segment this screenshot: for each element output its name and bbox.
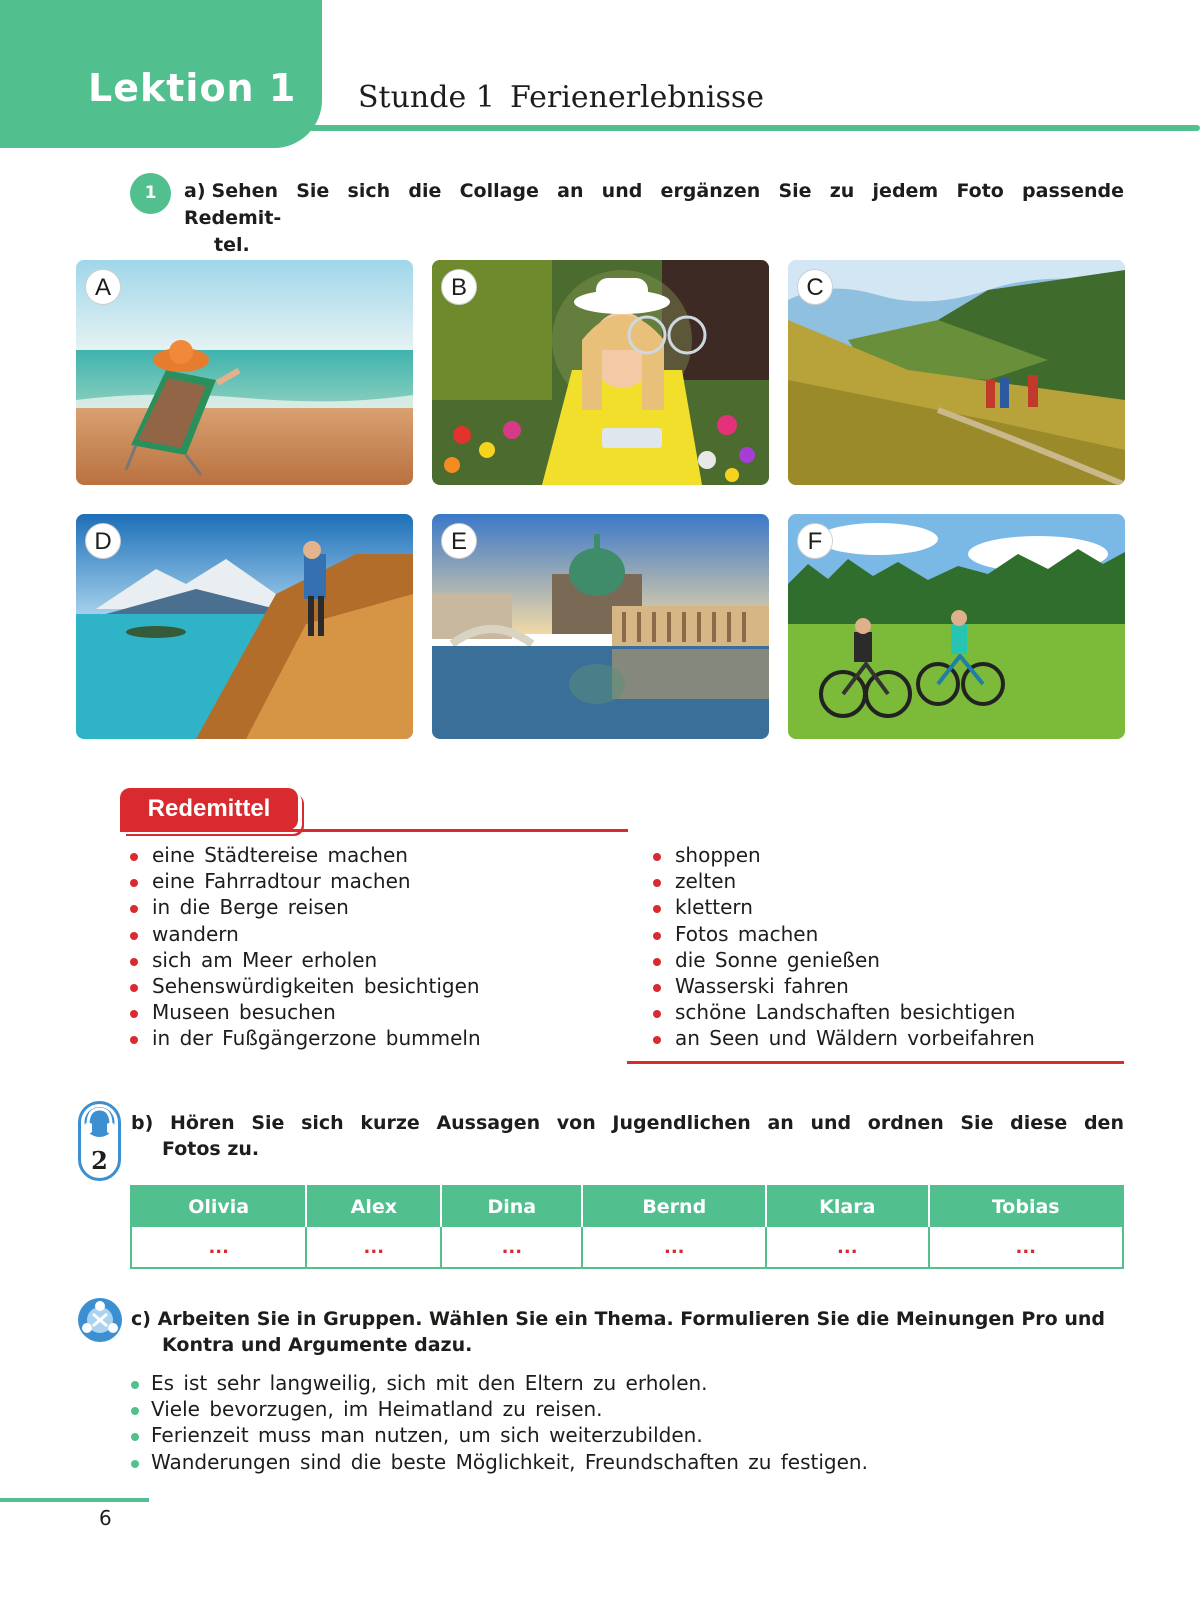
topic-text: Viele bevorzugen, im Heimatland zu reisen. bbox=[151, 1397, 603, 1422]
cyclists-on-meadow-icon bbox=[788, 514, 1125, 739]
bullet bbox=[131, 1433, 139, 1441]
phrase-text: die Sonne genießen bbox=[675, 947, 880, 972]
redemittel-list-right bbox=[653, 842, 1035, 1052]
list-item bbox=[130, 868, 481, 894]
phrase-text: sich am Meer erholen bbox=[152, 947, 378, 972]
phrase-text: an Seen und Wäldern vorbeifahren bbox=[675, 1026, 1035, 1051]
redemittel-divider-bottom bbox=[627, 1061, 1124, 1064]
task-a-text-line1: Sehen Sie sich die Collage an und ergänzen Sie zu jedem Foto passende Redemit- bbox=[184, 180, 1124, 229]
photo-c-letter: C bbox=[797, 269, 833, 305]
phrase-text: in der Fußgängerzone bummeln bbox=[152, 1026, 481, 1051]
page-number: 6 bbox=[99, 1506, 112, 1530]
list-item bbox=[131, 1396, 868, 1422]
bullet bbox=[653, 958, 661, 966]
list-item bbox=[131, 1449, 868, 1475]
photo-f bbox=[788, 514, 1125, 739]
redemittel-label: Redemittel bbox=[147, 795, 271, 822]
word: von bbox=[556, 1112, 596, 1134]
bullet bbox=[653, 932, 661, 940]
bullet bbox=[131, 1407, 139, 1415]
photo-a bbox=[76, 260, 413, 485]
phrase-text: Museen besuchen bbox=[152, 1000, 336, 1025]
column-header: Alex bbox=[306, 1186, 441, 1227]
word: ordnen bbox=[867, 1112, 944, 1134]
stunde-label: Stunde 1 bbox=[358, 80, 495, 115]
bullet bbox=[130, 879, 138, 887]
topic-text: Wanderungen sind die beste Möglichkeit, Freundschaften zu festigen. bbox=[151, 1449, 868, 1474]
task-b-label: b) bbox=[131, 1112, 154, 1134]
bullet bbox=[130, 932, 138, 940]
redemittel-list-left bbox=[130, 842, 481, 1052]
phrase-text: Sehenswürdigkeiten besichtigen bbox=[152, 974, 480, 999]
task-a-label: a) bbox=[184, 180, 206, 202]
list-item bbox=[130, 1025, 481, 1051]
task-a-text-line2: tel. bbox=[214, 234, 250, 256]
column-header: Dina bbox=[441, 1186, 582, 1227]
phrase-text: Fotos machen bbox=[675, 921, 819, 946]
redemittel-header bbox=[120, 788, 298, 830]
answer-cell[interactable]: ... bbox=[1015, 1236, 1036, 1258]
names-table bbox=[130, 1185, 1124, 1269]
topic-text: Ferienzeit muss man nutzen, um sich weiterzubilden. bbox=[151, 1423, 703, 1448]
header-divider bbox=[300, 125, 1200, 131]
word: Sie bbox=[251, 1112, 285, 1134]
word: an bbox=[767, 1112, 794, 1134]
bullet bbox=[653, 1036, 661, 1044]
list-item bbox=[130, 921, 481, 947]
list-item bbox=[653, 921, 1035, 947]
list-item bbox=[130, 973, 481, 999]
phrase-text: eine Städtereise machen bbox=[152, 843, 408, 867]
bullet bbox=[130, 853, 138, 861]
photo-e bbox=[432, 514, 769, 739]
lesson-title: Lektion 1 bbox=[88, 66, 297, 110]
task-c-line2: Kontra und Argumente dazu. bbox=[162, 1334, 473, 1356]
column-header: Tobias bbox=[929, 1186, 1124, 1227]
phrase-text: shoppen bbox=[675, 843, 761, 867]
topic-text: Es ist sehr langweilig, sich mit den Eltern zu erholen. bbox=[151, 1371, 708, 1395]
headphones-icon[interactable] bbox=[78, 1101, 121, 1181]
bullet bbox=[653, 984, 661, 992]
list-item bbox=[653, 868, 1035, 894]
list-item bbox=[130, 894, 481, 920]
list-item bbox=[653, 947, 1035, 973]
city-cathedral-river-icon bbox=[432, 514, 769, 739]
task-c-instruction bbox=[131, 1306, 1124, 1358]
table-header-row bbox=[131, 1186, 1123, 1227]
photo-a-letter: A bbox=[85, 269, 121, 305]
answer-cell[interactable]: ... bbox=[441, 1227, 582, 1268]
word: Sie bbox=[960, 1112, 994, 1134]
photo-c bbox=[788, 260, 1125, 485]
word: Hören bbox=[169, 1112, 235, 1134]
bullet bbox=[131, 1381, 139, 1389]
table-row bbox=[131, 1227, 1123, 1268]
woman-hiking-by-lake-icon bbox=[76, 514, 413, 739]
word: den bbox=[1083, 1112, 1124, 1134]
task-b-line2: Fotos zu. bbox=[162, 1138, 260, 1160]
photo-b bbox=[432, 260, 769, 485]
audio-track-number: 2 bbox=[91, 1146, 108, 1175]
answer-cell[interactable]: ... bbox=[306, 1227, 441, 1268]
bullet bbox=[130, 984, 138, 992]
word: Jugendlichen bbox=[612, 1112, 751, 1134]
bullet bbox=[653, 905, 661, 913]
phrase-text: Wasserski fahren bbox=[675, 974, 849, 999]
bullet bbox=[130, 1036, 138, 1044]
photo-d-letter: D bbox=[85, 523, 121, 559]
bullet bbox=[131, 1460, 139, 1468]
discussion-topics-list bbox=[131, 1370, 868, 1475]
task-b-line1 bbox=[131, 1110, 1124, 1136]
hikers-in-mountains-icon bbox=[788, 260, 1125, 485]
list-item bbox=[653, 973, 1035, 999]
photo-d bbox=[76, 514, 413, 739]
phrase-text: zelten bbox=[675, 869, 737, 894]
list-item bbox=[653, 842, 1035, 868]
column-header: Bernd bbox=[582, 1186, 766, 1227]
column-header: Olivia bbox=[131, 1186, 306, 1227]
answer-cell[interactable]: ... bbox=[131, 1227, 306, 1268]
phrase-text: eine Fahrradtour machen bbox=[152, 869, 411, 894]
word: diese bbox=[1010, 1112, 1068, 1134]
word: Aussagen bbox=[436, 1112, 541, 1134]
footer-divider bbox=[0, 1498, 149, 1502]
bullet bbox=[653, 879, 661, 887]
beach-chair-icon bbox=[76, 260, 413, 485]
task-b-instruction bbox=[131, 1110, 1124, 1162]
list-item bbox=[131, 1422, 868, 1448]
list-item bbox=[130, 947, 481, 973]
phrase-text: schöne Landschaften besichtigen bbox=[675, 1000, 1016, 1025]
task-a-instruction bbox=[184, 178, 1124, 259]
phrase-text: wandern bbox=[152, 921, 239, 946]
task-c-line1: Arbeiten Sie in Gruppen. Wählen Sie ein Thema. Formulieren Sie die Meinungen Pro und bbox=[157, 1308, 1105, 1330]
girl-in-flower-garden-icon bbox=[432, 260, 769, 485]
list-item bbox=[653, 1025, 1035, 1051]
bullet bbox=[130, 958, 138, 966]
photo-b-letter: B bbox=[441, 269, 477, 305]
bullet bbox=[130, 1010, 138, 1018]
bullet bbox=[653, 853, 661, 861]
task-c-label: c) bbox=[131, 1308, 151, 1330]
bullet bbox=[653, 1010, 661, 1018]
task-number-badge: 1 bbox=[130, 173, 171, 214]
answer-cell[interactable]: ... bbox=[766, 1227, 928, 1268]
bullet bbox=[130, 905, 138, 913]
answer-cell[interactable]: ... bbox=[582, 1227, 766, 1268]
photo-e-letter: E bbox=[441, 523, 477, 559]
page-title: Ferienerlebnisse bbox=[510, 80, 765, 115]
column-header: Klara bbox=[766, 1186, 928, 1227]
list-item bbox=[130, 999, 481, 1025]
word: und bbox=[810, 1112, 852, 1134]
word: kurze bbox=[360, 1112, 420, 1134]
phrase-text: klettern bbox=[675, 895, 753, 920]
list-item bbox=[653, 894, 1035, 920]
list-item bbox=[130, 842, 481, 868]
photo-f-letter: F bbox=[797, 523, 833, 559]
group-work-icon bbox=[77, 1297, 123, 1343]
word: sich bbox=[301, 1112, 344, 1134]
redemittel-divider-top bbox=[120, 829, 628, 832]
list-item bbox=[653, 999, 1035, 1025]
list-item bbox=[131, 1370, 868, 1396]
phrase-text: in die Berge reisen bbox=[152, 895, 349, 920]
